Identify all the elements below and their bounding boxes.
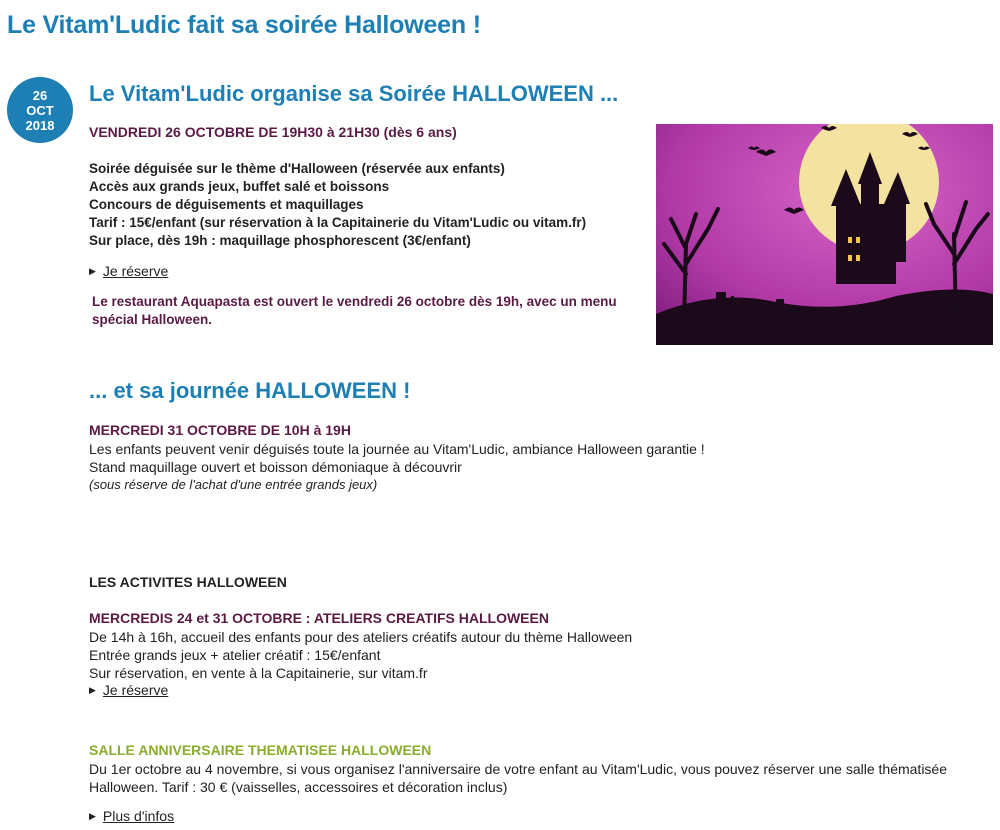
ateliers-details <box>89 628 632 682</box>
bullet-triangle-icon: ▶ <box>89 265 96 276</box>
ateliers-title: MERCREDIS 24 et 31 OCTOBRE : ATELIERS CREATIFS HALLOWEEN <box>89 610 549 626</box>
soiree-line: Concours de déguisements et maquillages <box>89 197 364 212</box>
bullet-triangle-icon: ▶ <box>89 810 96 821</box>
journee-date: MERCREDI 31 OCTOBRE DE 10H à 19H <box>89 422 351 438</box>
salle-info-link[interactable] <box>89 808 174 824</box>
soiree-line: Soirée déguisée sur le thème d'Halloween (réservée aux enfants) <box>89 161 505 176</box>
ateliers-reserve-link[interactable] <box>89 682 168 698</box>
ateliers-line: De 14h à 16h, accueil des enfants pour des ateliers créatifs autour du thème Halloween <box>89 629 633 645</box>
halloween-illustration <box>656 124 993 345</box>
bullet-triangle-icon: ▶ <box>89 684 96 695</box>
page-title: Le Vitam'Ludic fait sa soirée Halloween ! <box>7 11 481 39</box>
activites-heading: LES ACTIVITES HALLOWEEN <box>89 574 287 590</box>
journee-details <box>89 440 705 494</box>
salle-title: SALLE ANNIVERSAIRE THEMATISEE HALLOWEEN <box>89 742 432 758</box>
soiree-line: Tarif : 15€/enfant (sur réservation à la Capitainerie du Vitam'Ludic ou vitam.fr) <box>89 215 587 230</box>
soiree-line: Sur place, dès 19h : maquillage phosphorescent (3€/enfant) <box>89 233 471 248</box>
soiree-reserve-text[interactable]: Je réserve <box>102 263 169 279</box>
soiree-date: VENDREDI 26 OCTOBRE DE 19H30 à 21H30 (dès 6 ans) <box>89 124 457 140</box>
ateliers-reserve-text[interactable]: Je réserve <box>102 682 169 698</box>
restaurant-note: Le restaurant Aquapasta est ouvert le vendredi 26 octobre dès 19h, avec un menu spécial Halloween. <box>92 294 617 327</box>
soiree-heading: Le Vitam'Ludic organise sa Soirée HALLOWEEN ... <box>89 81 619 106</box>
ateliers-line: Sur réservation, en vente à la Capitainerie, sur vitam.fr <box>89 665 428 681</box>
soiree-line: Accès aux grands jeux, buffet salé et boissons <box>89 179 390 194</box>
soiree-reserve-link[interactable] <box>89 263 168 279</box>
ateliers-line: Entrée grands jeux + atelier créatif : 15€/enfant <box>89 647 381 663</box>
soiree-details <box>89 160 586 250</box>
date-year: 2018 <box>25 117 55 133</box>
date-badge <box>7 77 73 143</box>
journee-line: Stand maquillage ouvert et boisson démoniaque à découvrir <box>89 459 462 475</box>
journee-heading: ... et sa journée HALLOWEEN ! <box>89 378 411 403</box>
journee-line: Les enfants peuvent venir déguisés toute la journée au Vitam'Ludic, ambiance Halloween garantie ! <box>89 441 705 457</box>
date-day: 26 <box>32 87 48 103</box>
journee-note: (sous réserve de l'achat d'une entrée grands jeux) <box>89 477 378 492</box>
salle-text: Du 1er octobre au 4 novembre, si vous organisez l'anniversaire de votre enfant au Vitam'Ludic, vous pouvez réserver une salle thématisée Halloween. Tarif : 30 € (vaisselles, accessoires et décoration inclus) <box>89 761 948 795</box>
salle-info-text[interactable]: Plus d'infos <box>102 808 175 824</box>
date-month: OCT <box>26 102 54 118</box>
